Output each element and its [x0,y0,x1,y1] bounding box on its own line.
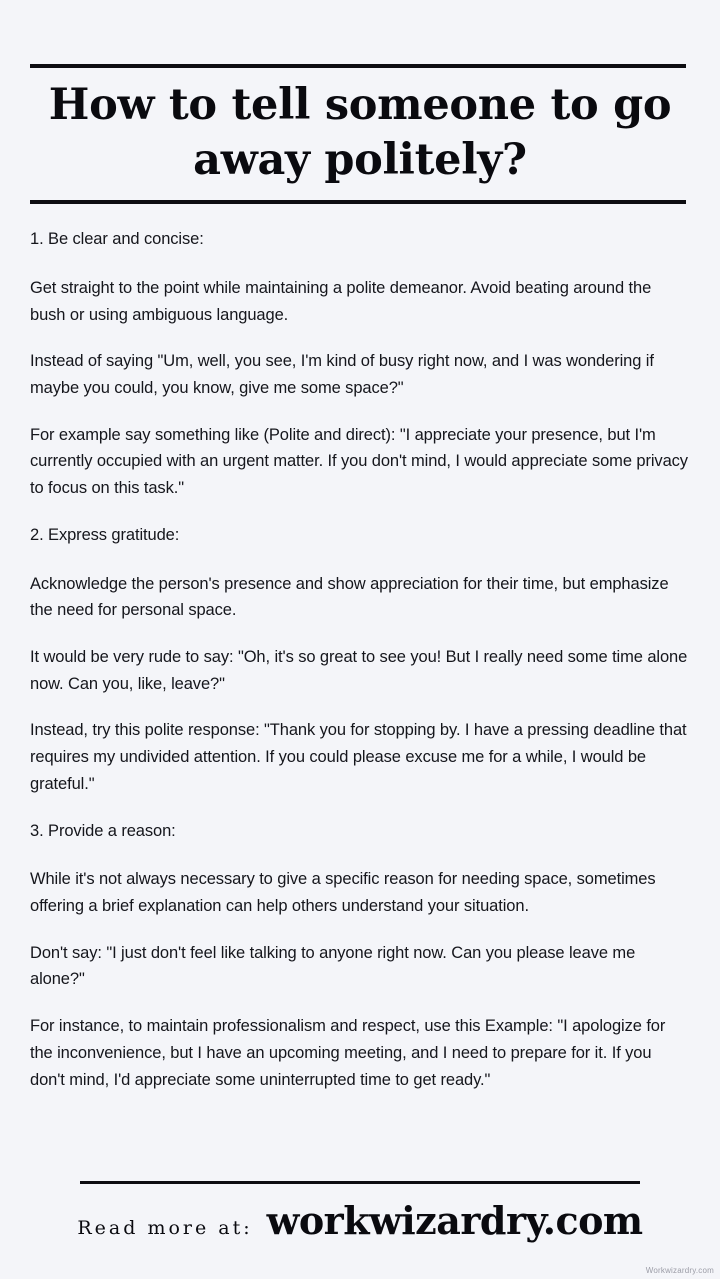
title-block [30,0,690,204]
footer [30,1173,690,1243]
footer-row [30,1198,690,1243]
paragraph: For example say something like (Polite and direct): "I appreciate your presence, but I'm currently occupied with an urgent matter. If you don't mind, I would appreciate some privacy to focus on this task." [30,425,688,498]
poster-content [30,0,690,1279]
paragraph: Instead, try this polite response: "Thank you for stopping by. I have a pressing deadline that requires my undivided attention. If you could please excuse me for a while, I would be grateful." [30,721,687,793]
footer-divider [80,1181,640,1184]
watermark: Workwizardry.com [645,1266,714,1275]
section-heading-1: 1. Be clear and concise: [30,230,204,249]
title-bottom-divider [30,200,686,204]
title-top-divider [30,64,686,68]
article-body [30,226,690,1093]
paragraph: Acknowledge the person's presence and show appreciation for their time, but emphasize the need for personal space. [30,574,669,620]
paragraph: While it's not always necessary to give a specific reason for needing space, sometimes offering a brief explanation can help others understand your situation. [30,870,656,915]
section-heading-2: 2. Express gratitude: [30,525,180,544]
paragraph: Instead of saying "Um, well, you see, I'm kind of busy right now, and I was wondering if maybe you could, you know, give me some space?" [30,352,654,397]
paragraph: Don't say: "I just don't feel like talking to anyone right now. Can you please leave me alone?" [30,943,636,989]
read-more-label: Read more at: [77,1217,253,1239]
section-heading-3: 3. Provide a reason: [30,821,176,840]
paragraph: For instance, to maintain professionalism and respect, use this Example: "I apologize for the inconvenience, but I have an upcoming meeting, and I need to prepare for it. If you don't mind, I'd appreciate some uninterrupted time to get ready." [30,1017,666,1089]
page-title: How to tell someone to go away politely? [48,80,672,186]
paragraph: Get straight to the point while maintaining a polite demeanor. Avoid beating around the bush or using ambiguous language. [30,278,652,324]
paragraph: It would be very rude to say: "Oh, it's so great to see you! But I really need some time alone now. Can you, like, leave?" [30,647,688,693]
site-link[interactable]: workwizardry.com [266,1198,643,1243]
